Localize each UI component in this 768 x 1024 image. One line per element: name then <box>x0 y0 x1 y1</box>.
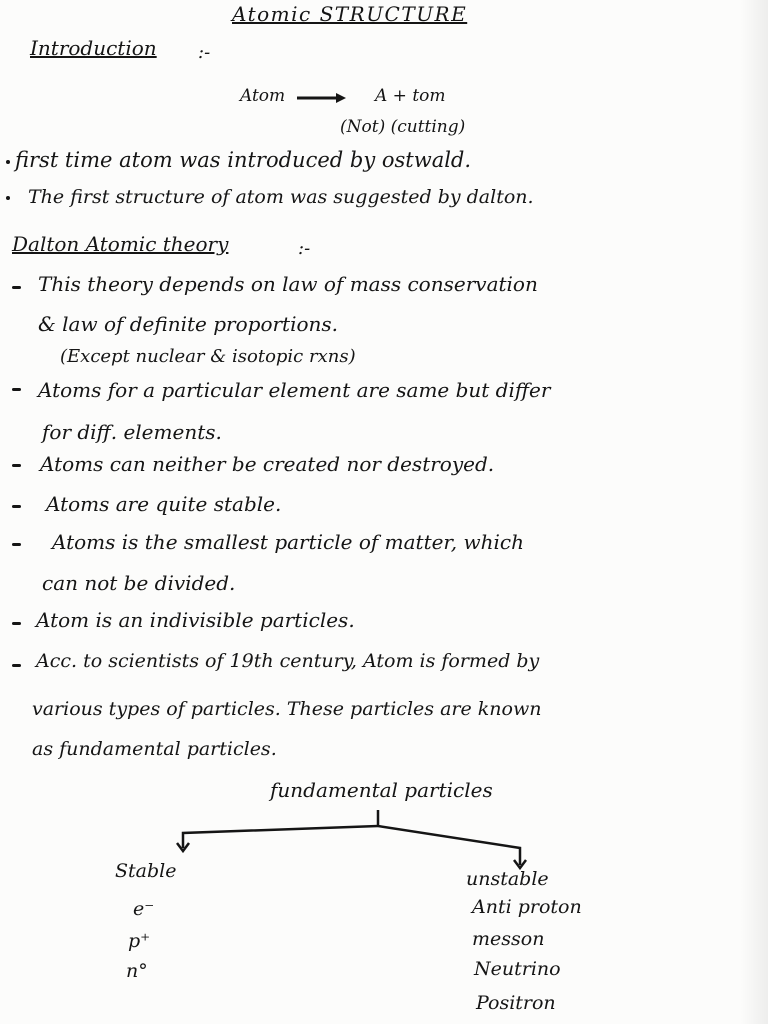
etymology-meaning: (Not) (cutting) <box>340 117 466 137</box>
bullet-dash <box>12 543 21 546</box>
tree-root-label: fundamental particles <box>270 778 493 802</box>
point-line: (Except nuclear & isotopic rxns) <box>60 346 356 367</box>
bullet-dash <box>12 622 21 625</box>
point-line: Atom is an indivisible particles. <box>36 608 355 632</box>
stable-label: Stable <box>115 860 177 882</box>
point-line: Atoms can neither be created nor destroyed. <box>40 452 495 476</box>
bullet-dot <box>6 196 10 200</box>
point-line: & law of definite proportions. <box>38 312 339 336</box>
arrow-head <box>336 93 346 103</box>
point-line: for diff. elements. <box>42 420 222 444</box>
etymology-word: Atom <box>240 86 286 106</box>
bullet-dash <box>12 664 21 667</box>
introduction-colon: :- <box>198 42 211 63</box>
etymology-parts: A + tom <box>375 86 446 106</box>
bullet-dash <box>12 505 21 508</box>
unstable-item: messon <box>472 928 545 950</box>
stable-item: n° <box>126 960 148 982</box>
unstable-label: unstable <box>466 868 549 890</box>
point-line: Atoms are quite stable. <box>46 492 282 516</box>
point-line: Atoms is the smallest particle of matter, which <box>52 530 524 554</box>
page-title: Atomic STRUCTURE <box>232 2 468 26</box>
dalton-colon: :- <box>298 238 311 259</box>
bullet-dash <box>12 464 21 467</box>
unstable-item: Anti proton <box>472 896 582 918</box>
unstable-item: Positron <box>476 992 556 1014</box>
bullet-dot <box>6 160 10 164</box>
point-line: as fundamental particles. <box>32 738 277 760</box>
unstable-item: Neutrino <box>474 958 561 980</box>
intro-point: The first structure of atom was suggested by dalton. <box>28 186 534 208</box>
stable-item: p⁺ <box>128 930 151 952</box>
intro-point: first time atom was introduced by ostwald. <box>15 148 472 172</box>
point-line: various types of particles. These particles are known <box>32 698 542 720</box>
point-line: can not be divided. <box>42 571 236 595</box>
point-line: Acc. to scientists of 19th century, Atom is formed by <box>36 650 540 672</box>
stable-item: e⁻ <box>133 898 155 920</box>
tree-branch-right <box>378 826 520 865</box>
tree-branch-left <box>183 826 378 848</box>
dalton-heading: Dalton Atomic theory <box>12 232 229 256</box>
bullet-dash <box>12 388 21 391</box>
bullet-dash <box>12 286 21 289</box>
point-line: Atoms for a particular element are same but differ <box>38 378 551 402</box>
introduction-heading: Introduction <box>30 36 157 60</box>
point-line: This theory depends on law of mass conservation <box>38 272 538 296</box>
